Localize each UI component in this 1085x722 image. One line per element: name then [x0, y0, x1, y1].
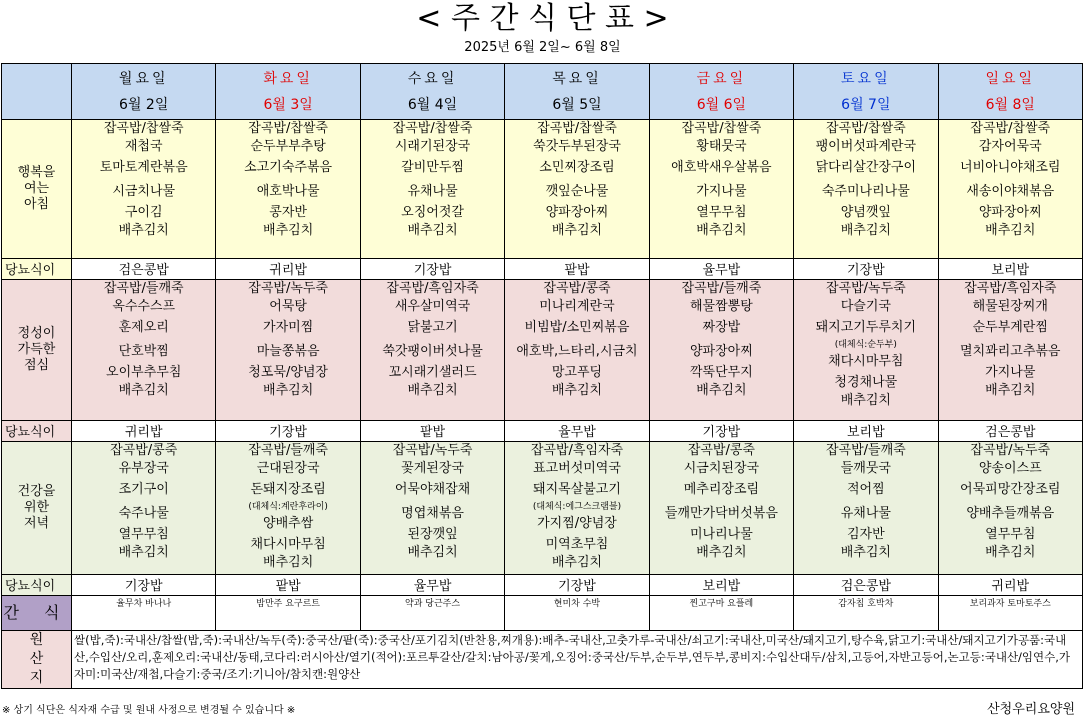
diabetic-meal: 검은콩밥: [72, 259, 216, 280]
lunch-item: 청경채나물: [834, 375, 898, 390]
breakfast-item: 잡곡밥/찹쌀죽: [970, 121, 1051, 136]
lunch-item: 잡곡밥/들깨죽: [103, 281, 184, 296]
breakfast-item: 새송이야채볶음: [966, 184, 1055, 199]
lunch-item: 망고푸딩: [551, 365, 603, 380]
lunch-item: 잡곡밥/녹두죽: [248, 281, 328, 296]
day-header: [72, 64, 216, 120]
day-name: 목요일: [552, 70, 602, 87]
dinner-item: 유부장국: [118, 461, 169, 476]
dinner-item: 근대된장국: [256, 461, 320, 476]
breakfast-label: [2, 120, 72, 259]
breakfast-item: 양파장아찌: [978, 205, 1042, 220]
diabetic-meal: 기장밥: [794, 259, 938, 280]
breakfast-item: 애호박나물: [256, 184, 320, 199]
lunch-item: 미나리계란국: [539, 299, 615, 314]
dinner-item: 배추김치: [696, 545, 747, 560]
lunch-cell: [72, 280, 216, 421]
breakfast-item: 유채나물: [407, 184, 458, 199]
lunch-item: 깍뚝단무지: [690, 365, 753, 380]
lunch-item: 단호박찜: [118, 344, 169, 359]
lunch-cell: [938, 280, 1082, 421]
breakfast-cell: [794, 120, 938, 259]
breakfast-item: 애호박새우살볶음: [671, 160, 772, 175]
lunch-cell: [505, 280, 649, 421]
lunch-item: 잡곡밥/흑임자죽: [964, 281, 1057, 296]
breakfast-item: 배추김치: [840, 223, 891, 238]
breakfast-item: 구이김: [124, 205, 163, 220]
diabetic-meal: 기장밥: [649, 421, 793, 442]
lunch-item: 쑥갓팽이버섯나물: [382, 344, 483, 359]
lunch-item: 채다시마무침: [828, 354, 904, 369]
dinner-item: 들깨뭇국: [840, 461, 891, 476]
breakfast-item: 배추김치: [696, 223, 747, 238]
breakfast-item: 잡곡밥/찹쌀죽: [103, 121, 184, 136]
lunch-item: 가지나물: [985, 365, 1036, 380]
date-range: 2025년 6월 2일~ 6월 8일: [464, 40, 621, 55]
diabetic-meal: 율무밥: [360, 575, 504, 596]
snack-item: 찐고구마 요플레: [649, 596, 793, 631]
dinner-cell: [216, 442, 360, 575]
lunch-item: 돼지고기두루치기: [815, 320, 917, 335]
dinner-item: 잡곡밥/흑임자죽: [530, 443, 624, 458]
day-header: [938, 64, 1082, 120]
breakfast-item: 깻잎순나물: [545, 184, 609, 199]
lunch-item: 잡곡밥/콩죽: [543, 281, 611, 296]
dinner-item: 들깨만가닥버섯볶음: [664, 506, 778, 521]
diabetic-meal: 귀리밥: [938, 575, 1082, 596]
lunch-item: 애호박,느타리,시금치: [516, 344, 638, 359]
day-date: 6월 4일: [407, 96, 458, 113]
lunch-item: 배추김치: [985, 383, 1036, 398]
breakfast-item: 오징어젓갈: [401, 205, 464, 220]
lunch-item: 다슬기국: [840, 299, 891, 314]
dinner-item: 꽃게된장국: [401, 461, 464, 476]
origin-info: 쌀(밥,죽):국내산/찹쌀(밥,죽):국내산/녹두(죽):중국산/팥(죽):중국산/포기김치(반찬용,찌개용):배추-국내산,고춧가루-국내산/쇠고기:국내산,미국산/돼지고기,탕수육,닭고기:국내산/돼지고기가공품:국내산,수입산/오리,훈제오리:국내산/동태,코다리:러시아산/열기(적어):포르투갈산/갈치:남아공/꽃게,오징어:중국산/두부,순두부,연두부,콩비지:수입산대두/삼치,고등어,자반고등어,논고등:국내산/임연수,가자미:미국산/재첩,다슬기:중국/조기:기니아/참치캔:원양산: [72, 631, 1083, 689]
facility-name: 산청우리요양원: [987, 702, 1075, 717]
lunch-item: 해물된장찌개: [972, 299, 1048, 314]
diabetic-meal: 검은콩밥: [794, 575, 938, 596]
dinner-item: 유채나물: [840, 506, 891, 521]
breakfast-item: 잡곡밥/찹쌀죽: [537, 121, 617, 136]
lunch-item: 비빔밥/소민찌볶음: [524, 320, 630, 335]
breakfast-diabetic-label: 당뇨식이: [2, 259, 72, 280]
day-date: 6월 8일: [985, 96, 1035, 113]
dinner-cell: [505, 442, 649, 575]
dinner-item: 적어찜: [846, 482, 885, 497]
day-name: 월요일: [118, 70, 169, 87]
day-name: 토요일: [841, 70, 891, 87]
breakfast-item: 배추김치: [551, 223, 603, 238]
dinner-item: 양배추쌈: [263, 516, 314, 531]
dinner-item: 배추김치: [551, 555, 603, 570]
breakfast-item: 감자어묵국: [978, 139, 1042, 154]
dinner-cell: [72, 442, 216, 575]
footer-note: ※ 상기 식단은 식자재 수급 및 원내 사정으로 변경될 수 있습니다 ※: [2, 705, 296, 716]
breakfast-cell: [72, 120, 216, 259]
dinner-item: 배추김치: [263, 555, 314, 570]
breakfast-item: 배추김치: [407, 223, 458, 238]
dinner-item: 명엽채볶음: [401, 506, 464, 521]
diabetic-meal: 기장밥: [72, 575, 216, 596]
day-header: [649, 64, 793, 120]
breakfast-item: 양파장아찌: [545, 205, 609, 220]
lunch-label: [2, 280, 72, 421]
lunch-item: 배추김치: [840, 393, 891, 408]
lunch-diabetic-label: 당뇨식이: [2, 421, 72, 442]
snack-item: 약과 당근주스: [360, 596, 504, 631]
lunch-item: 마늘쫑볶음: [256, 344, 320, 359]
lunch-item: 배추김치: [407, 383, 458, 398]
breakfast-item: 잡곡밥/찹쌀죽: [392, 121, 473, 136]
lunch-item: 짜장밥: [702, 320, 741, 335]
dinner-diabetic-label: 당뇨식이: [2, 575, 72, 596]
dinner-cell: [360, 442, 504, 575]
diabetic-meal: 팥밥: [505, 259, 649, 280]
dinner-label-text: 건강을 위한 저녁: [17, 484, 56, 531]
diabetic-meal: 귀리밥: [216, 259, 360, 280]
dinner-item: 조기구이: [118, 482, 169, 497]
header-corner: [2, 64, 72, 120]
diabetic-meal: 보리밥: [938, 259, 1082, 280]
breakfast-item: 토마토계란볶음: [99, 160, 188, 175]
day-date: 6월 6일: [696, 96, 747, 113]
breakfast-item: 시래기된장국: [394, 139, 471, 154]
diabetic-meal: 팥밥: [360, 421, 504, 442]
breakfast-item: 배추김치: [263, 223, 314, 238]
lunch-cell: [794, 280, 938, 421]
diabetic-meal: 기장밥: [216, 421, 360, 442]
breakfast-item: 너비아니야채조림: [960, 160, 1061, 175]
lunch-item: 가자미찜: [263, 320, 314, 335]
breakfast-item: 배추김치: [985, 223, 1036, 238]
dinner-item: 돈돼지장조림: [250, 482, 326, 497]
dinner-item: 잡곡밥/들깨죽: [248, 443, 328, 458]
diabetic-meal: 검은콩밥: [938, 421, 1082, 442]
day-name: 일요일: [985, 70, 1036, 87]
lunch-item: 배추김치: [118, 383, 169, 398]
breakfast-cell: [216, 120, 360, 259]
breakfast-item: 잡곡밥/찹쌀죽: [248, 121, 328, 136]
breakfast-item: 콩자반: [269, 205, 307, 220]
dinner-item: 잡곡밥/콩죽: [687, 443, 755, 458]
snack-item: 밤만주 요구르트: [216, 596, 360, 631]
dinner-item: 잡곡밥/들깨죽: [825, 443, 906, 458]
breakfast-item: 열무무침: [696, 205, 747, 220]
day-date: 6월 3일: [263, 96, 313, 113]
dinner-item: 가지찜/양념장: [537, 516, 617, 531]
breakfast-item: 숙주미나리나물: [821, 184, 910, 199]
dinner-item: 시금치된장국: [683, 461, 760, 476]
dinner-item: 미나리나물: [690, 527, 753, 542]
day-date: 6월 7일: [841, 96, 891, 113]
origin-label-text: 원 산 지: [29, 632, 44, 686]
diabetic-meal: 보리밥: [794, 421, 938, 442]
breakfast-item: 배추김치: [118, 223, 169, 238]
lunch-item: 훈제오리: [118, 320, 169, 335]
snack-item: 율무차 바나나: [72, 596, 216, 631]
lunch-item: 순두부계란찜: [972, 320, 1048, 335]
breakfast-item: 잡곡밥/찹쌀죽: [681, 121, 762, 136]
lunch-item: 배추김치: [263, 383, 314, 398]
breakfast-cell: [505, 120, 649, 259]
dinner-item: 어묵피망간장조림: [960, 482, 1061, 497]
dinner-item: 배추김치: [118, 545, 169, 560]
dinner-item: 열무무침: [118, 527, 169, 542]
diabetic-meal: 귀리밥: [72, 421, 216, 442]
dinner-item: 돼지목살불고기: [533, 482, 621, 497]
breakfast-item: 재첩국: [124, 139, 163, 154]
breakfast-item: 갈비만두찜: [401, 160, 464, 175]
day-header: [216, 64, 360, 120]
day-name: 금요일: [696, 70, 747, 87]
dinner-item: 배추김치: [407, 545, 458, 560]
breakfast-item: 황태뭇국: [696, 139, 747, 154]
page-title: < 주 간 식 단 표 >: [416, 1, 669, 36]
dinner-item: 채다시마무침: [250, 537, 326, 552]
breakfast-label-text: 행복을 여는 아침: [17, 165, 56, 212]
breakfast-item: 쑥갓두부된장국: [533, 139, 621, 154]
snack-label: 간 식: [2, 596, 72, 631]
lunch-item: 배추김치: [696, 383, 747, 398]
breakfast-item: 팽이버섯파계란국: [815, 139, 917, 154]
dinner-item: 양송이스프: [978, 461, 1042, 476]
lunch-item: 해물짬뽕탕: [690, 299, 753, 314]
diabetic-meal: 기장밥: [505, 575, 649, 596]
lunch-cell: [216, 280, 360, 421]
diabetic-meal: 팥밥: [216, 575, 360, 596]
lunch-item: 청포묵/양념장: [248, 365, 328, 380]
day-header: [794, 64, 938, 120]
dinner-item: 양배추들깨볶음: [966, 506, 1055, 521]
diabetic-meal: 율무밥: [649, 259, 793, 280]
origin-label: [2, 631, 72, 689]
breakfast-item: 가지나물: [696, 184, 747, 199]
dinner-item: 김자반: [846, 527, 885, 542]
lunch-item: 멸치꽈리고추볶음: [960, 344, 1061, 359]
lunch-item: 잡곡밥/들깨죽: [681, 281, 762, 296]
dinner-item: 잡곡밥/녹두죽: [392, 443, 473, 458]
lunch-item: 옥수수스프: [112, 299, 176, 314]
dinner-cell: [938, 442, 1082, 575]
dinner-item: 미역초무침: [545, 537, 609, 552]
dinner-item: 메추리장조림: [683, 482, 760, 497]
breakfast-item: 시금치나물: [112, 184, 176, 199]
day-date: 6월 5일: [552, 96, 602, 113]
breakfast-cell: [938, 120, 1082, 259]
day-header: [360, 64, 504, 120]
breakfast-item: 닭다리살간장구이: [815, 160, 917, 175]
lunch-item: 닭불고기: [407, 320, 458, 335]
lunch-item: 배추김치: [551, 383, 603, 398]
breakfast-item: 순두부부추탕: [250, 139, 326, 154]
breakfast-item: 소고기숙주볶음: [244, 160, 333, 175]
breakfast-item: 양념깻잎: [840, 205, 891, 220]
weekly-menu-table: [1, 63, 1083, 689]
dinner-item: 배추김치: [985, 545, 1036, 560]
dinner-item: 잡곡밥/녹두죽: [970, 443, 1051, 458]
diabetic-meal: 보리밥: [649, 575, 793, 596]
snack-item: 보리과자 토마토주스: [938, 596, 1082, 631]
dinner-item: 잡곡밥/콩죽: [110, 443, 178, 458]
breakfast-cell: [360, 120, 504, 259]
breakfast-item: 잡곡밥/찹쌀죽: [825, 121, 906, 136]
dinner-item: 배추김치: [840, 545, 891, 560]
dinner-cell: [794, 442, 938, 575]
breakfast-cell: [649, 120, 793, 259]
diabetic-meal: 기장밥: [360, 259, 504, 280]
lunch-label-text: 정성이 가득한 점심: [17, 326, 56, 373]
dinner-item: 열무무침: [985, 527, 1036, 542]
dinner-cell: [649, 442, 793, 575]
dinner-item: 어묵야채잡채: [394, 482, 471, 497]
snack-item: 현미차 수박: [505, 596, 649, 631]
day-name: 화요일: [263, 70, 313, 87]
lunch-item: 꼬시래기샐러드: [388, 365, 477, 380]
snack-item: 감자칩 호박차: [794, 596, 938, 631]
lunch-item: 어묵탕: [269, 299, 307, 314]
lunch-cell: [360, 280, 504, 421]
day-header: [505, 64, 649, 120]
lunch-item: 오이부추무침: [106, 365, 182, 380]
lunch-item: 새우살미역국: [394, 299, 471, 314]
dinner-substitute-note: (대체식:계란후라이): [248, 502, 328, 512]
lunch-cell: [649, 280, 793, 421]
dinner-item: 된장깻잎: [407, 527, 458, 542]
breakfast-item: 소민찌장조림: [539, 160, 615, 175]
dinner-item: 표고버섯미역국: [533, 461, 621, 476]
diabetic-meal: 율무밥: [505, 421, 649, 442]
lunch-item: 양파장아찌: [690, 344, 753, 359]
dinner-label: [2, 442, 72, 575]
day-name: 수요일: [407, 70, 458, 87]
lunch-substitute-note: (대체식:순두부): [834, 340, 897, 350]
lunch-item: 잡곡밥/녹두죽: [825, 281, 906, 296]
dinner-item: 숙주나물: [118, 506, 169, 521]
day-date: 6월 2일: [119, 96, 169, 113]
dinner-substitute-note: (대체식:에그스크램블): [532, 502, 622, 512]
lunch-item: 잡곡밥/흑임자죽: [386, 281, 479, 296]
